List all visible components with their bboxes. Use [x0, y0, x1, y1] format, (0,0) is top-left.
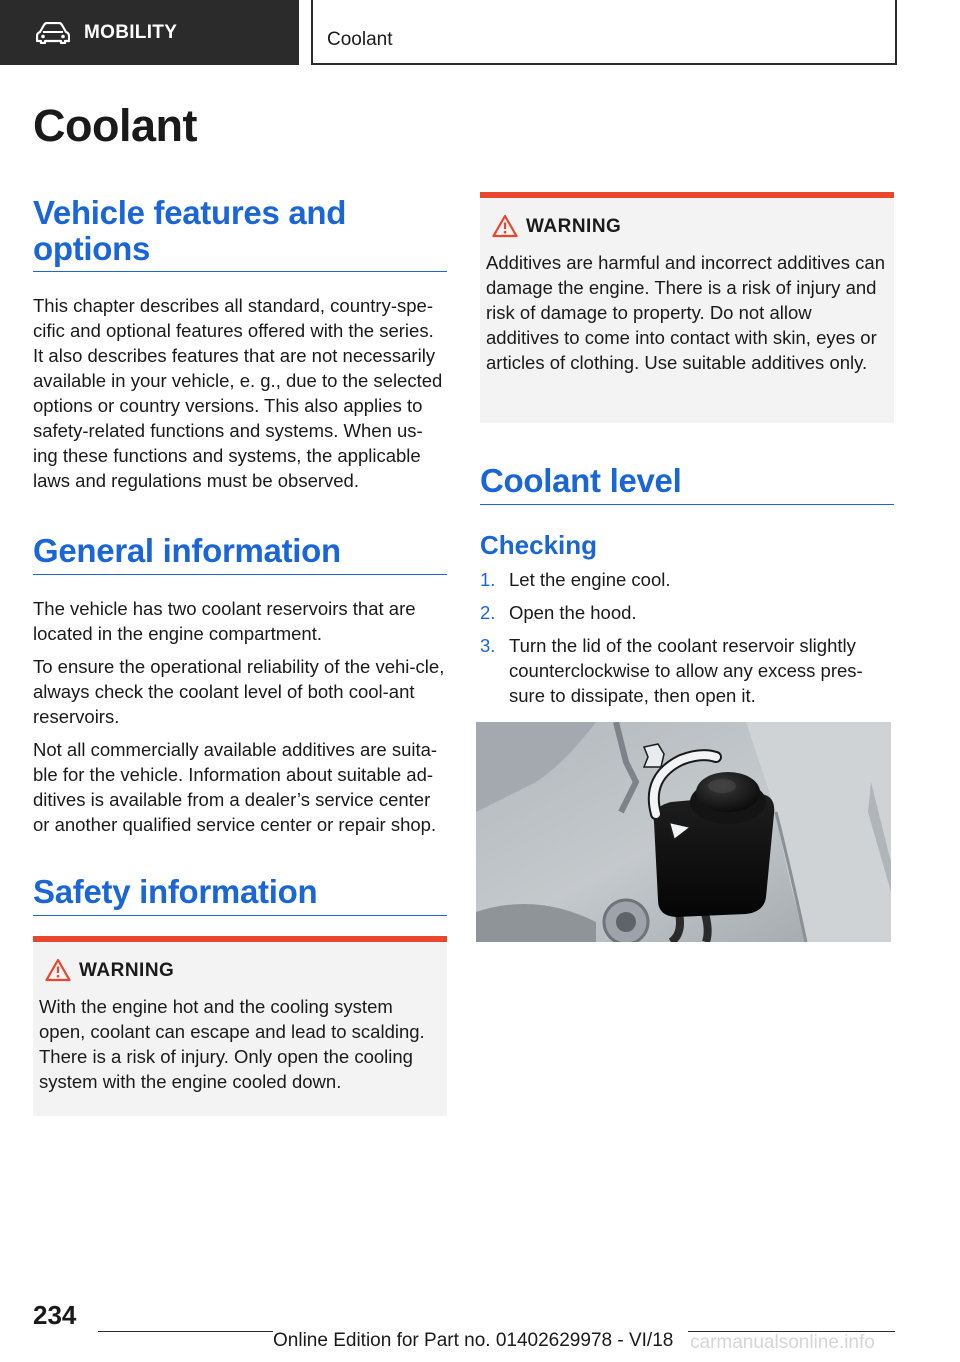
heading-checking: Checking — [480, 530, 598, 560]
footer-rule — [98, 1331, 273, 1332]
warning-title: WARNING — [526, 216, 622, 237]
header-section-label: MOBILITY — [84, 21, 178, 43]
warning-title: WARNING — [79, 960, 175, 981]
page-title: Coolant — [33, 100, 197, 151]
heading-rule — [480, 504, 894, 505]
warning-text: With the engine hot and the cooling system open, coolant can escape and lead to scalding. There is a risk of injury. Only open the cooling system with the engine cooled down. — [39, 996, 425, 1092]
general-info-paragraph: The vehicle has two coolant reservoirs that are located in the engine compartment. — [33, 598, 416, 644]
warning-triangle-icon — [45, 958, 71, 982]
general-info-paragraph: Not all commercially available additives are suita-ble for the vehicle. Information about suitable ad-ditives is available from a dealer’s service center or another qualified service center or repair shop. — [33, 739, 438, 835]
header-chapter-box — [311, 0, 897, 65]
heading-safety-information: Safety information — [33, 873, 318, 910]
car-icon — [36, 22, 70, 44]
warning-text: Additives are harmful and incorrect additives can damage the engine. There is a risk of injury and risk of damage to property. Do not allow additives to come into contact with skin, eyes or articles of clothing. Use suitable additives only. — [486, 252, 885, 373]
header-section-tab[interactable] — [0, 0, 299, 65]
list-item: 3. Turn the lid of the coolant reservoir slightly counterclockwise to allow any excess pres-sure to dissipate, then open it. — [480, 635, 863, 706]
vehicle-features-text: This chapter describes all standard, country-spe-cific and optional features offered with the series. It also describes features that are not necessarily available in your vehicle, e. g., due to the selected options or country versions. This also applies to safety-related functions and systems. When us-ing these functions and systems, the applicable laws and regulations must be observed. — [33, 295, 443, 491]
heading-rule — [33, 915, 447, 916]
heading-rule — [33, 574, 447, 575]
warning-triangle-icon — [492, 214, 518, 238]
heading-coolant-level: Coolant level — [480, 462, 682, 499]
coolant-reservoir-illustration — [476, 722, 891, 942]
heading-rule — [33, 271, 447, 272]
footer-watermark: carmanualsonline.info — [690, 1332, 875, 1353]
list-item: 2. Open the hood. — [480, 602, 637, 623]
page-number: 234 — [33, 1300, 77, 1330]
heading-general-information: General information — [33, 532, 341, 569]
warning-box-additives — [480, 192, 894, 423]
checking-steps-list — [480, 567, 894, 716]
header-chapter-label: Coolant — [327, 29, 393, 50]
warning-box-scalding — [33, 936, 447, 1116]
general-info-paragraph: To ensure the operational reliability of the vehi-cle, always check the coolant level of both cool-ant reservoirs. — [33, 656, 445, 727]
heading-vehicle-features: Vehicle features and options — [33, 194, 347, 267]
footer-edition-text: Online Edition for Part no. 01402629978 - VI/18 — [273, 1330, 674, 1351]
list-item: 1. Let the engine cool. — [480, 569, 671, 590]
